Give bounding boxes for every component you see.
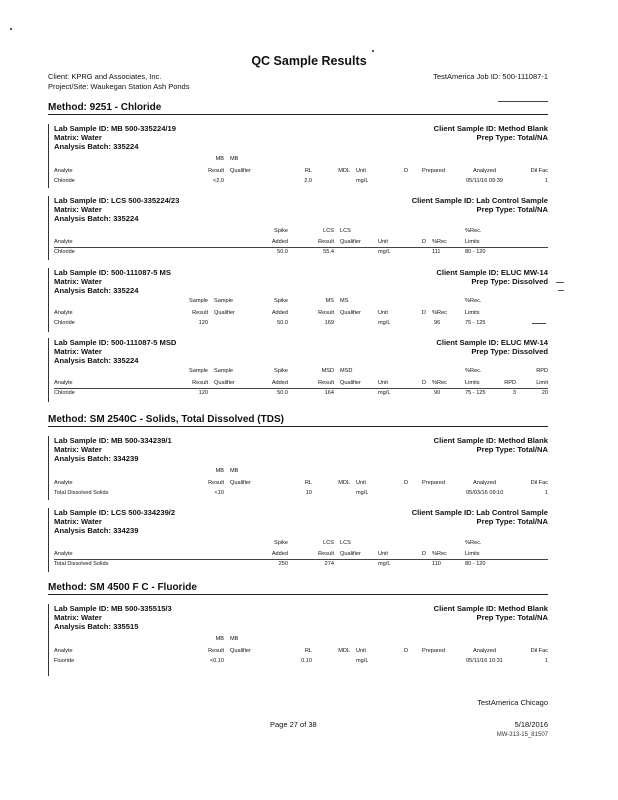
qc-block-lcs-tds xyxy=(48,508,548,572)
method-title-fluoride: Method: SM 4500 F C - Fluoride xyxy=(48,582,197,593)
data-cell: mg/L xyxy=(378,320,391,326)
column-head: Analyte xyxy=(54,551,73,557)
column-head: Analyte xyxy=(54,168,73,174)
data-cell: 75 - 125 xyxy=(465,390,486,396)
column-head: Analyte xyxy=(54,648,73,654)
data-cell: Chloride xyxy=(54,178,75,184)
column-head: Result xyxy=(192,380,208,386)
analysis-batch: Analysis Batch: 335224 xyxy=(54,356,139,365)
scan-speck xyxy=(10,28,12,30)
column-head: Result xyxy=(318,380,334,386)
column-head: Spike xyxy=(274,368,288,374)
column-head: RL xyxy=(304,480,312,486)
column-head: RPD xyxy=(536,368,548,374)
column-head: MB xyxy=(215,636,224,642)
column-head: Result xyxy=(208,648,224,654)
column-head: Analyzed xyxy=(473,480,497,486)
column-head: Qualifier xyxy=(230,168,251,174)
data-cell: mg/L xyxy=(356,178,369,184)
column-head: MB xyxy=(230,636,239,642)
data-cell: 05/03/16 09:10 xyxy=(466,490,504,496)
header-rule-short xyxy=(498,101,548,102)
data-cell: 164 xyxy=(324,390,334,396)
qc-block-mb-chloride xyxy=(48,124,548,188)
table-underline xyxy=(54,388,548,389)
data-cell: 274 xyxy=(324,561,334,567)
column-head: RPD xyxy=(504,380,516,386)
column-head: %Rec. xyxy=(465,298,482,304)
data-cell: 05/11/16 09:39 xyxy=(466,178,503,184)
column-head: Qualifier xyxy=(230,648,251,654)
lab-sample-id: Lab Sample ID: MB 500-335224/19 xyxy=(54,124,176,133)
column-head: Prepared xyxy=(422,648,446,654)
column-head: MB xyxy=(230,468,239,474)
data-cell: 2.0 xyxy=(304,178,312,184)
data-cell: 20 xyxy=(541,390,548,396)
column-head: Qualifier xyxy=(214,380,235,386)
analysis-batch: Analysis Batch: 335515 xyxy=(54,622,139,631)
column-head: MB xyxy=(230,156,239,162)
column-head: Sample xyxy=(189,298,208,304)
column-head: Analyte xyxy=(54,480,73,486)
column-head: Dil Fac xyxy=(530,168,548,174)
analysis-batch: Analysis Batch: 335224 xyxy=(54,214,139,223)
matrix: Matrix: Water xyxy=(54,517,102,526)
column-head: Added xyxy=(271,551,288,557)
column-head: %Rec xyxy=(432,239,447,245)
method-divider xyxy=(48,594,548,595)
column-head: D xyxy=(422,239,427,245)
matrix: Matrix: Water xyxy=(54,205,102,214)
data-cell: Total Dissolved Solids xyxy=(54,561,109,567)
client-sample-id: Client Sample ID: Method Blank xyxy=(433,604,548,613)
column-head: MS xyxy=(325,298,334,304)
data-cell: <2.0 xyxy=(212,178,224,184)
data-cell: 90 xyxy=(434,390,441,396)
column-head: D xyxy=(404,648,409,654)
column-head: %Rec xyxy=(432,310,447,316)
data-cell: <0.10 xyxy=(209,658,224,664)
column-head: Limits xyxy=(465,551,480,557)
prep-type: Prep Type: Dissolved xyxy=(471,277,548,286)
scan-speck xyxy=(558,290,564,291)
column-head: Spike xyxy=(274,540,288,546)
analysis-batch: Analysis Batch: 335224 xyxy=(54,286,139,295)
data-cell: 05/11/16 10:31 xyxy=(466,658,503,664)
prep-type: Prep Type: Total/NA xyxy=(476,613,548,622)
column-head: Result xyxy=(208,480,224,486)
column-head: Result xyxy=(208,168,224,174)
column-head: D xyxy=(404,168,409,174)
data-cell: 10 xyxy=(305,490,312,496)
column-head: Qualifier xyxy=(340,380,361,386)
job-id: TestAmerica Job ID: 500-111087-1 xyxy=(433,72,548,81)
lab-sample-id: Lab Sample ID: LCS 500-334239/2 xyxy=(54,508,176,517)
column-head: D xyxy=(422,380,427,386)
client-sample-id: Client Sample ID: ELUC MW-14 xyxy=(436,268,548,277)
prep-type: Prep Type: Total/NA xyxy=(476,133,548,142)
client-sample-id: Client Sample ID: Method Blank xyxy=(433,436,548,445)
data-cell: 120 xyxy=(198,390,208,396)
block-left-bar xyxy=(48,436,49,500)
scan-speck xyxy=(556,282,564,283)
column-head: MB xyxy=(215,156,224,162)
qc-block-ms xyxy=(48,268,548,332)
data-cell: 250 xyxy=(278,561,288,567)
column-head: Sample xyxy=(189,368,208,374)
lab-sample-id: Lab Sample ID: LCS 500-335224/23 xyxy=(54,196,180,205)
column-head: Limits xyxy=(465,310,480,316)
column-head: Sample xyxy=(214,368,233,374)
data-cell: 120 xyxy=(198,320,208,326)
column-head: LCS xyxy=(340,228,351,234)
client-sample-id: Client Sample ID: Lab Control Sample xyxy=(411,196,548,205)
prep-type: Prep Type: Total/NA xyxy=(476,445,548,454)
column-head: LCS xyxy=(323,228,334,234)
column-head: D xyxy=(422,310,427,316)
analysis-batch: Analysis Batch: 335224 xyxy=(54,142,139,151)
column-head: Unit xyxy=(356,168,366,174)
data-cell: mg/L xyxy=(378,390,391,396)
data-cell: 1 xyxy=(544,490,548,496)
data-cell: 96 xyxy=(434,320,441,326)
column-head: Qualifier xyxy=(340,239,361,245)
method-title-tds: Method: SM 2540C - Solids, Total Dissolved (TDS) xyxy=(48,414,284,425)
column-head: D xyxy=(422,551,427,557)
lab-sample-id: Lab Sample ID: 500-111087-5 MSD xyxy=(54,338,177,347)
client-sample-id: Client Sample ID: Lab Control Sample xyxy=(411,508,548,517)
column-head: Qualifier xyxy=(340,551,361,557)
block-left-bar xyxy=(48,196,49,260)
column-head: Limits xyxy=(465,380,480,386)
project-site: Project/Site: Waukegan Station Ash Ponds xyxy=(48,82,190,91)
method-title-chloride: Method: 9251 - Chloride xyxy=(48,102,162,113)
column-head: Sample xyxy=(214,298,233,304)
column-head: MB xyxy=(215,468,224,474)
column-head: %Rec. xyxy=(465,228,482,234)
column-head: Limit xyxy=(536,380,548,386)
data-cell: 111 xyxy=(432,249,441,255)
block-left-bar xyxy=(48,338,49,402)
page-number: Page 27 of 38 xyxy=(270,720,317,729)
column-head: MDL xyxy=(338,168,350,174)
matrix: Matrix: Water xyxy=(54,445,102,454)
column-head: Added xyxy=(271,239,288,245)
block-left-bar xyxy=(48,268,49,332)
column-head: %Rec xyxy=(432,380,447,386)
column-head: Analyzed xyxy=(473,168,497,174)
column-head: Result xyxy=(318,239,334,245)
table-underline xyxy=(54,559,548,560)
data-cell: 75 - 125 xyxy=(465,320,486,326)
matrix: Matrix: Water xyxy=(54,613,102,622)
column-head: Analyte xyxy=(54,380,73,386)
matrix: Matrix: Water xyxy=(54,347,102,356)
table-underline xyxy=(532,323,546,324)
data-cell: mg/L xyxy=(356,658,369,664)
lab-sample-id: Lab Sample ID: MB 500-335515/3 xyxy=(54,604,172,613)
column-head: RL xyxy=(304,648,312,654)
data-cell: Chloride xyxy=(54,249,75,255)
column-head: Qualifier xyxy=(214,310,235,316)
data-cell: 1 xyxy=(544,658,548,664)
qc-block-mb-fluoride xyxy=(48,604,548,676)
column-head: RL xyxy=(304,168,312,174)
column-head: Added xyxy=(271,380,288,386)
prep-type: Prep Type: Total/NA xyxy=(476,517,548,526)
data-cell: 55.4 xyxy=(323,249,334,255)
column-head: D xyxy=(404,480,409,486)
column-head: Analyte xyxy=(54,239,73,245)
data-cell: 50.0 xyxy=(277,320,288,326)
column-head: Prepared xyxy=(422,480,446,486)
data-cell: mg/L xyxy=(378,561,391,567)
qc-block-lcs-chloride xyxy=(48,196,548,260)
column-head: Unit xyxy=(378,310,388,316)
client-sample-id: Client Sample ID: Method Blank xyxy=(433,124,548,133)
data-cell: Fluoride xyxy=(54,658,75,664)
column-head: MSD xyxy=(340,368,353,374)
data-cell: <10 xyxy=(214,490,224,496)
prep-type: Prep Type: Total/NA xyxy=(476,205,548,214)
data-cell: 1 xyxy=(544,178,548,184)
scan-speck xyxy=(372,50,374,52)
data-cell: 3 xyxy=(512,390,516,396)
data-cell: Chloride xyxy=(54,390,75,396)
method-divider xyxy=(48,426,548,427)
lab-sample-id: Lab Sample ID: MB 500-334239/1 xyxy=(54,436,172,445)
data-cell: mg/L xyxy=(378,249,391,255)
analysis-batch: Analysis Batch: 334239 xyxy=(54,526,139,535)
column-head: Unit xyxy=(378,551,388,557)
qc-block-msd xyxy=(48,338,548,402)
column-head: Prepared xyxy=(422,168,446,174)
table-underline xyxy=(54,247,548,248)
lab-sample-id: Lab Sample ID: 500-111087-5 MS xyxy=(54,268,171,277)
column-head: MSD xyxy=(321,368,334,374)
column-head: Unit xyxy=(356,648,366,654)
column-head: Added xyxy=(271,310,288,316)
analysis-batch: Analysis Batch: 334239 xyxy=(54,454,139,463)
page-title: QC Sample Results xyxy=(251,54,367,68)
column-head: Result xyxy=(192,310,208,316)
data-cell: 0.10 xyxy=(301,658,312,664)
data-cell: 50.0 xyxy=(277,249,288,255)
data-cell: Total Dissolved Solids xyxy=(54,490,109,496)
client-name: Client: KPRG and Associates, Inc. xyxy=(48,72,162,81)
column-head: LCS xyxy=(323,540,334,546)
column-head: Dil Fac xyxy=(530,480,548,486)
column-head: Qualifier xyxy=(340,310,361,316)
prep-type: Prep Type: Dissolved xyxy=(471,347,548,356)
data-cell: 169 xyxy=(324,320,334,326)
data-cell: Chloride xyxy=(54,320,75,326)
client-sample-id: Client Sample ID: ELUC MW-14 xyxy=(436,338,548,347)
column-head: Analyzed xyxy=(473,648,497,654)
column-head: Limits xyxy=(465,239,480,245)
method-divider xyxy=(48,114,548,115)
data-cell: 110 xyxy=(432,561,441,567)
block-left-bar xyxy=(48,604,49,676)
column-head: Unit xyxy=(378,380,388,386)
footer-reference: MW-313-15_81507 xyxy=(496,732,548,738)
qc-block-mb-tds xyxy=(48,436,548,500)
column-head: Dil Fac xyxy=(530,648,548,654)
column-head: %Rec. xyxy=(465,540,482,546)
block-left-bar xyxy=(48,124,49,188)
data-cell: 80 - 120 xyxy=(465,561,486,567)
column-head: Analyte xyxy=(54,310,73,316)
column-head: MS xyxy=(340,298,349,304)
matrix: Matrix: Water xyxy=(54,277,102,286)
column-head: LCS xyxy=(340,540,351,546)
column-head: Unit xyxy=(378,239,388,245)
column-head: MDL xyxy=(338,480,350,486)
column-head: %Rec xyxy=(432,551,447,557)
column-head: Qualifier xyxy=(230,480,251,486)
block-left-bar xyxy=(48,508,49,572)
column-head: Result xyxy=(318,310,334,316)
column-head: Unit xyxy=(356,480,366,486)
footer-lab: TestAmerica Chicago xyxy=(477,698,548,707)
data-cell: 50.0 xyxy=(277,390,288,396)
column-head: MDL xyxy=(338,648,350,654)
column-head: Spike xyxy=(274,298,288,304)
footer-date: 5/18/2016 xyxy=(514,720,548,729)
column-head: Result xyxy=(318,551,334,557)
data-cell: 80 - 120 xyxy=(465,249,486,255)
column-head: Spike xyxy=(274,228,288,234)
column-head: %Rec. xyxy=(465,368,482,374)
matrix: Matrix: Water xyxy=(54,133,102,142)
data-cell: mg/L xyxy=(356,490,369,496)
